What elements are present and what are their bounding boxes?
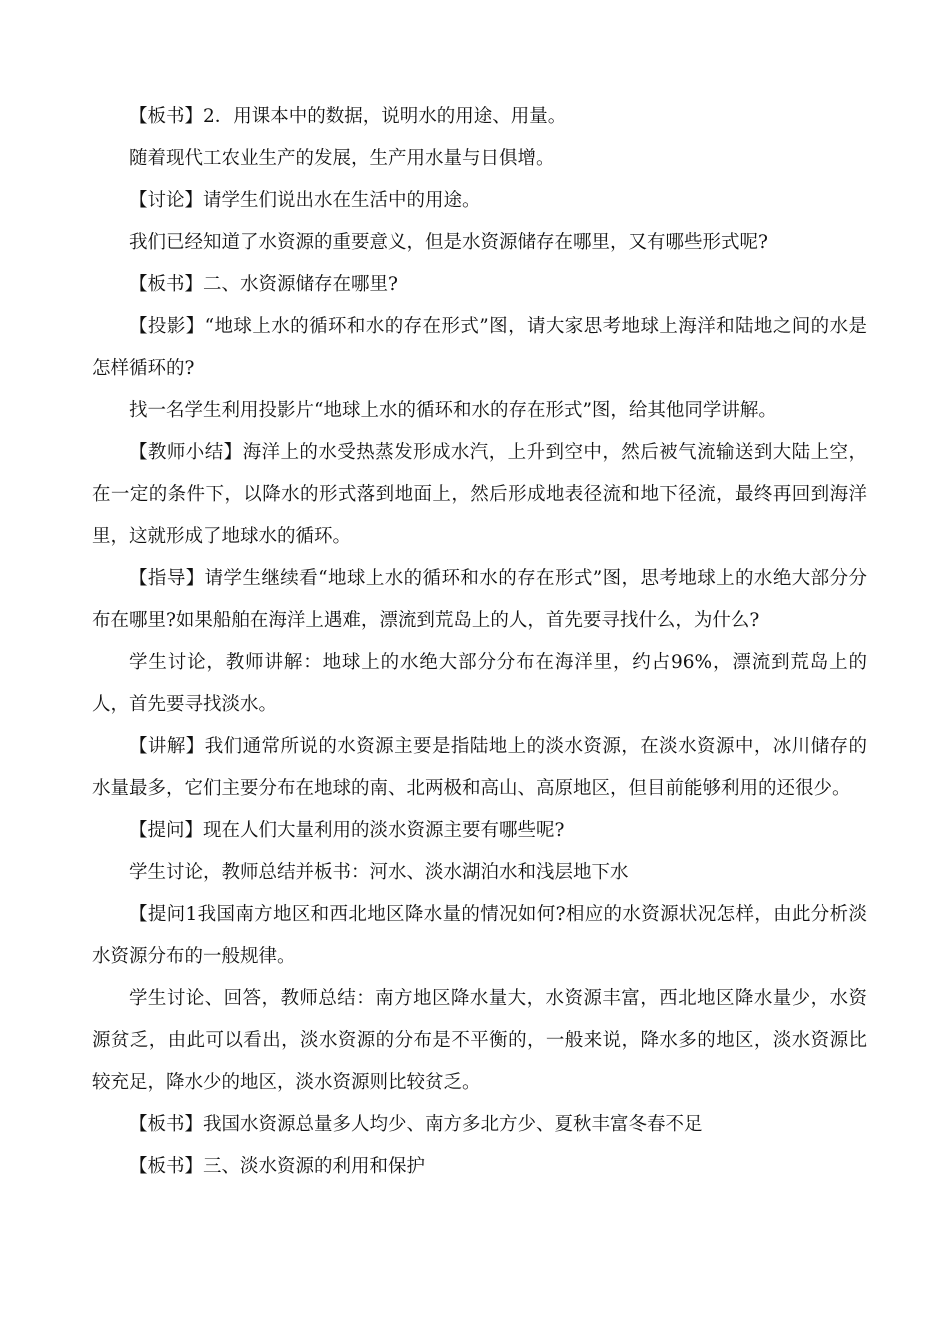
paragraph-production-water: 随着现代工农业生产的发展，生产用水量与日俱增。 [129, 148, 555, 169]
paragraph-question-freshwater: 【提问】现在人们大量利用的淡水资源主要有哪些呢? [129, 820, 565, 841]
paragraph-blackboard-freshwater-types: 学生讨论，教师总结并板书：河水、淡水湖泊水和浅层地下水 [129, 862, 629, 883]
paragraph-student-discussion-ocean: 学生讨论，教师讲解：地球上的水绝大部分分布在海洋里，约占96%，漂流到荒岛上的人，首先要寻找淡水。 [92, 652, 867, 715]
paragraph-teacher-conclusion: 学生讨论、回答，教师总结：南方地区降水量大，水资源丰富，西北地区降水量少，水资源贫乏，由此可以看出，淡水资源的分布是不平衡的，一般来说，降水多的地区，淡水资源比较充足，降水少的地区，淡水资源则比较贫乏。 [92, 988, 867, 1093]
paragraph-teacher-summary: 【教师小结】海洋上的水受热蒸发形成水汽，上升到空中，然后被气流输送到大陆上空，在一定的条件下，以降水的形式落到地面上，然后形成地表径流和地下径流，最终再回到海洋里，这就形成了地球水的循环。 [92, 442, 867, 547]
paragraph-blackboard-storage: 【板书】二、水资源储存在哪里? [129, 274, 398, 295]
paragraph-question-distribution: 【提问1我国南方地区和西北地区降水量的情况如何?相应的水资源状况怎样，由此分析淡水资源分布的一般规律。 [92, 904, 867, 967]
paragraph-blackboard-china-water: 【板书】我国水资源总量多人均少、南方多北方少、夏秋丰富冬春不足 [129, 1114, 703, 1135]
paragraph-explanation-freshwater: 【讲解】我们通常所说的水资源主要是指陆地上的淡水资源，在淡水资源中，冰川储存的水量最多，它们主要分布在地球的南、北两极和高山、高原地区，但目前能够利用的还很少。 [92, 736, 867, 799]
document-body [92, 96, 867, 1188]
paragraph-projection-cycle: 【投影】“地球上水的循环和水的存在形式”图，请大家思考地球上海洋和陆地之间的水是怎样循环的? [92, 316, 867, 379]
paragraph-student-explain: 找一名学生利用投影片“地球上水的循环和水的存在形式”图，给其他同学讲解。 [129, 400, 777, 421]
paragraph-water-storage-question: 我们已经知道了水资源的重要意义，但是水资源储存在哪里，又有哪些形式呢? [129, 232, 768, 253]
paragraph-blackboard-protection: 【板书】三、淡水资源的利用和保护 [129, 1156, 426, 1177]
paragraph-discussion-water-life: 【讨论】请学生们说出水在生活中的用途。 [129, 190, 481, 211]
paragraph-guidance: 【指导】请学生继续看“地球上水的循环和水的存在形式”图，思考地球上的水绝大部分分布在哪里?如果船舶在海洋上遇难，漂流到荒岛上的人，首先要寻找什么，为什么? [92, 568, 867, 631]
paragraph-blackboard-water-use: 【板书】2．用课本中的数据，说明水的用途、用量。 [129, 106, 567, 127]
